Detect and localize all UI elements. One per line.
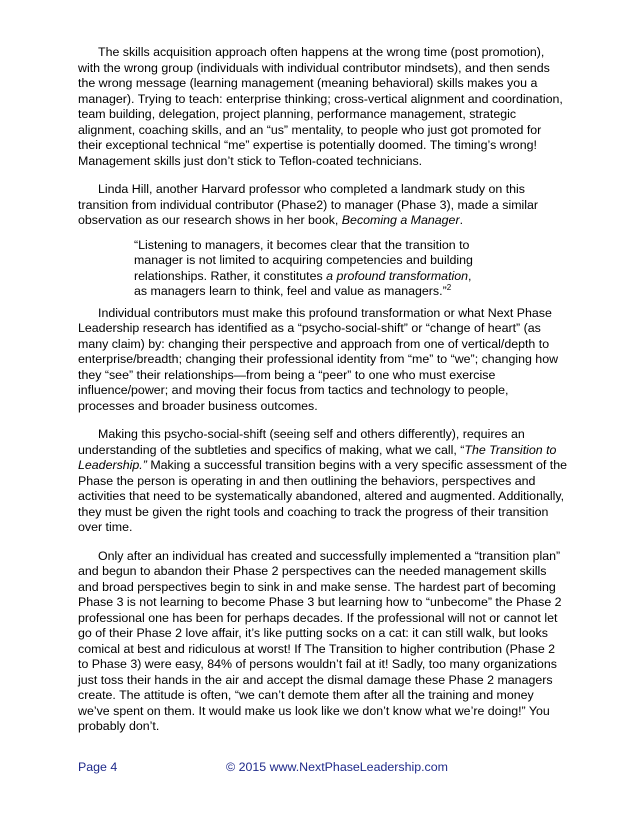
paragraph-transition-start: Making this psycho-social-shift (seeing self and others differently), requires an understanding of the subtleties and specifics of making, what we call, “ <box>78 427 525 457</box>
page-footer <box>78 760 567 776</box>
copyright-link[interactable]: © 2015 www.NextPhaseLeadership.com <box>226 760 448 774</box>
quote-text-end: , as managers learn to think, feel and value as managers.” <box>134 268 472 298</box>
paragraph-skills-acquisition: The skills acquisition approach often happens at the wrong time (post promotion), with the wrong group (individuals with individual contributor mindsets), and then sends the wrong message (learning management (meaning behavioral) skills makes you a manager). Trying to teach: enterprise thinking; cross-vertical alignment and coordination, team building, delegation, project planning, performance management, strategic alignment, coaching skills, and an “us” mentality, to people who just got promoted for their exceptional technical “me” expertise is potentially doomed. The timing’s wrong! Management skills just don’t stick to Teflon-coated technicians. <box>78 45 563 168</box>
block-quote <box>134 238 486 300</box>
quote-text-start: “Listening to managers, it becomes clear that the transition to manager is not limited to acquiring competencies and building relationships. Rather, it constitutes <box>134 237 473 283</box>
paragraph-linda-hill-text: Linda Hill, another Harvard professor who completed a landmark study on this transition from individual contributor (Phase2) to manager (Phase 3), made a similar observation as our research shows in her book, <box>78 182 539 227</box>
transition-emphasis: The Transition to Leadership.” <box>78 442 557 472</box>
book-title: Becoming a Manager <box>341 213 460 227</box>
paragraph-psycho-social-shift: Individual contributors must make this profound transformation or what Next Phase Leadership research has identified as a “psycho-social-shift” or “change of heart” (as many claim) by: changing their perspective and approach from one of vertical/depth to enterprise/breadth; changing their professional identity from “me” to “we”; changing how they “see” their relationships—from being a “peer” to one who must exercise influence/power; and moving their focus from tactics and technology to people, processes and broader business outcomes. <box>78 305 559 413</box>
quote-emphasis: a profound transformation <box>326 268 469 283</box>
body-text <box>78 45 567 748</box>
paragraph-linda-hill <box>78 182 567 229</box>
paragraph-transition-end: Making a successful transition begins with a very specific assessment of the Phase the person is operating in and then outlining the behaviors, perspectives and activities that need to be systematically abandoned, altered and augmented. Additionally, they must be given the right tools and coaching to track the progress of their transition over time. <box>78 458 567 534</box>
page-number: Page 4 <box>78 760 118 774</box>
paragraph-transition-plan: Only after an individual has created and successfully implemented a “transition plan” and begun to abandon their Phase 2 perspectives can the needed management skills and broad perspectives begin to sink in and make sense. The hardest part of becoming Phase 3 is not learning to become Phase 3 but learning how to “unbecome” the Phase 2 professional one has been for perhaps decades. If the professional will not or cannot let go of their Phase 2 love affair, it’s like putting socks on a cat: it can still walk, but looks comical at best and ridiculous at worst! If The Transition to higher contribution (Phase 2 to Phase 3) were easy, 84% of persons wouldn’t fail at it! Sadly, too many organizations just toss their hands in the air and accept the dismal damage these Phase 2 managers create. The attitude is often, “we can’t demote them after all the training and money we’ve spent on them. It would make us look like we don’t know what we’re doing!” You probably don’t. <box>78 548 562 733</box>
paragraph-linda-hill-end: . <box>459 213 464 227</box>
footnote-marker: 2 <box>446 283 452 292</box>
paragraph-transition-to-leadership <box>78 427 567 536</box>
